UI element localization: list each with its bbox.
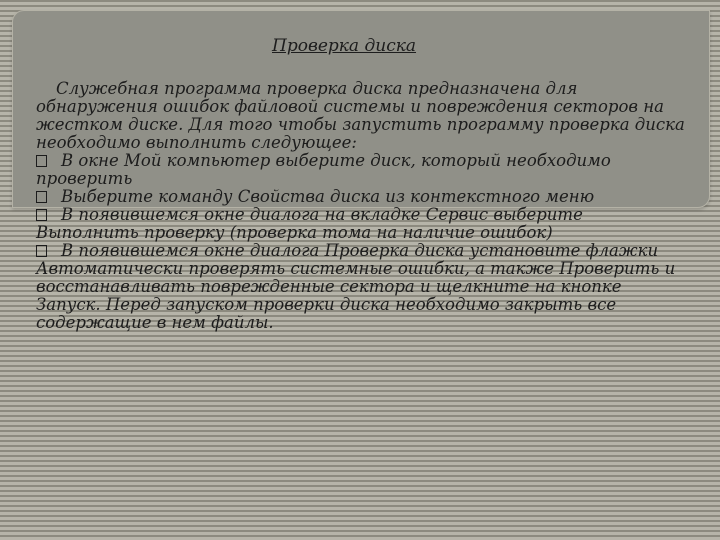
bullet-text: В появившемся окне диалога Проверка диска установите флажки Автоматически проверять системные ошибки, а также Проверить и восстанавливать поврежденные сектора и щелкните на кнопке Запуск. Перед запуском проверки диска необходимо закрыть все содержащие в нем файлы. — [36, 241, 676, 332]
intro-paragraph: Служебная программа проверка диска предназначена для обнаружения ошибок файловой системы и повреждения секторов на жестком диске. Для того чтобы запустить программу проверка диска необходимо выполнить следующее: — [36, 79, 685, 152]
square-bullet-icon — [36, 209, 47, 221]
bullet-item-2 — [36, 188, 686, 206]
square-bullet-icon — [36, 155, 47, 167]
square-bullet-icon — [36, 191, 47, 203]
bullet-item-4 — [36, 242, 686, 332]
slide-title: Проверка диска — [272, 36, 417, 56]
bullet-text: Выберите команду Свойства диска из контекстного меню — [61, 187, 595, 206]
slide-body — [36, 80, 686, 332]
bullet-item-3 — [36, 206, 686, 242]
bullet-item-1 — [36, 152, 686, 188]
square-bullet-icon — [36, 245, 47, 257]
bullet-text: В окне Мой компьютер выберите диск, который необходимо проверить — [36, 151, 611, 188]
bullet-text: В появившемся окне диалога на вкладке Сервис выберите Выполнить проверку (проверка тома на наличие ошибок) — [36, 205, 583, 242]
